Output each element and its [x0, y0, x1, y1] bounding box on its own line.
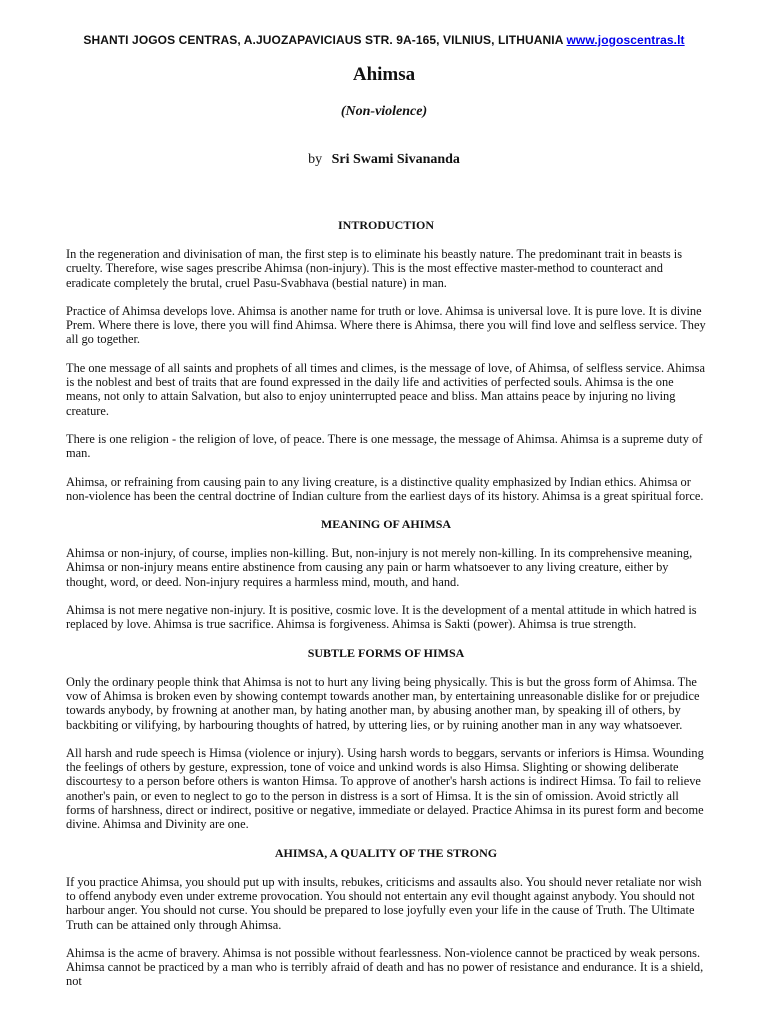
paragraph: Ahimsa, or refraining from causing pain to any living creature, is a distinctive quality emphasized by Indian ethics. Ahimsa or non-violence has been the central doctrine of Indian culture from the earliest days of its history. Ahimsa is a great spiritual force. [66, 474, 704, 503]
paragraph: There is one religion - the religion of love, of peace. There is one message, the message of Ahimsa. Ahimsa is a supreme duty of man. [66, 431, 703, 461]
section-heading: AHIMSA, A QUALITY OF THE STRONG [274, 845, 498, 860]
document-body [66, 218, 706, 1003]
section-heading: MEANING OF AHIMSA [320, 517, 452, 532]
section-heading: SUBTLE FORMS OF HIMSA [307, 645, 465, 660]
header-website-link[interactable]: www.jogoscentras.lt [566, 33, 685, 47]
paragraph: Ahimsa is not mere negative non-injury. It is positive, cosmic love. It is the development of a mental attitude in which hatred is replaced by love. Ahimsa is true sacrifice. Ahimsa is forgiveness. Ahimsa is Sakti (power). Ahimsa is true strength. [66, 603, 697, 632]
section-heading: INTRODUCTION [337, 218, 434, 232]
paragraph: The one message of all saints and prophets of all times and climes, is the message of love, of Ahimsa, of selfless service. Ahimsa is the noblest and best of traits that are found expressed in the daily life and activities of perfected souls. Ahimsa is the one means, not only to attain Salvation, but also to enjoy uninterrupted peace and bliss. Man attains peace by injuring no living creature. [66, 360, 705, 418]
paragraph: Ahimsa or non-injury, of course, implies non-killing. But, non-injury is not merely non-killing. In its comprehensive meaning, Ahimsa or non-injury means entire abstinence from causing any pain or harm whatsoever to any living creature, either by thought, word, or deed. Non-injury requires a harmless mind, mouth, and hand. [66, 546, 693, 589]
page-header [0, 33, 768, 47]
document-title: Ahimsa [352, 64, 416, 85]
document-subtitle: (Non-violence) [340, 104, 428, 119]
paragraph: In the regeneration and divinisation of man, the first step is to eliminate his beastly nature. The predominant trait in beasts is cruelty. Therefore, wise sages prescribe Ahimsa (non-injury). This is the most effective master-method to counteract and eradicate completely the brutal, cruel Pasu-Svabhava (bestial nature) in man. [66, 247, 683, 290]
paragraph: Ahimsa is the acme of bravery. Ahimsa is not possible without fearlessness. Non-violence cannot be practiced by weak persons. Ahimsa cannot be practiced by a man who is terribly afraid of death and has no power of resistance and endurance. It is a shield, not [66, 945, 704, 989]
byline [0, 152, 768, 168]
paragraph: Practice of Ahimsa develops love. Ahimsa is another name for truth or love. Ahimsa is universal love. It is pure love. It is divine Prem. Where there is love, there you will find Ahimsa. Where there is Ahimsa, there you will find love and selfless service. They all go together. [66, 303, 706, 347]
paragraph: If you practice Ahimsa, you should put up with insults, rebukes, criticisms and assaults also. You should never retaliate nor wish to offend anybody even under extreme provocation. You should not entertain any evil thought against anybody. You should not harbour anger. You should not curse. You should be prepared to lose joyfully even your life in the cause of Truth. The Ultimate Truth can be attained only through Ahimsa. [66, 874, 702, 932]
paragraph: Only the ordinary people think that Ahimsa is not to hurt any living being physically. This is but the gross form of Ahimsa. The vow of Ahimsa is broken even by showing contempt towards another man, by entertaining unreasonable dislike for or prejudice towards anybody, by frowning at another man, by hating another man, by abusing another man, by speaking ill of others, by backbiting or vilifying, by harbouring thoughts of hatred, by uttering lies, or by ruining another man in any way whatsoever. [66, 674, 700, 732]
byline-prefix: by [308, 152, 323, 167]
header-organization: SHANTI JOGOS CENTRAS, A.JUOZAPAVICIAUS STR. 9A-165, VILNIUS, LITHUANIA [83, 33, 564, 47]
author-name: Sri Swami Sivananda [331, 152, 460, 167]
paragraph: All harsh and rude speech is Himsa (violence or injury). Using harsh words to beggars, servants or inferiors is Himsa. Wounding the feelings of others by gesture, expression, tone of voice and unkind words is also Himsa. Slighting or showing deliberate discourtesy to a person before others is wanton Himsa. To approve of another's harsh actions is indirect Himsa. To fail to relieve another's pain, or even to neglect to go to the person in distress is a sort of Himsa. It is the sin of omission. Avoid strictly all forms of harshness, direct or indirect, positive or negative, immediate or delayed. Practice Ahimsa in its purest form and become divine. Ahimsa and Divinity are one. [66, 745, 704, 832]
